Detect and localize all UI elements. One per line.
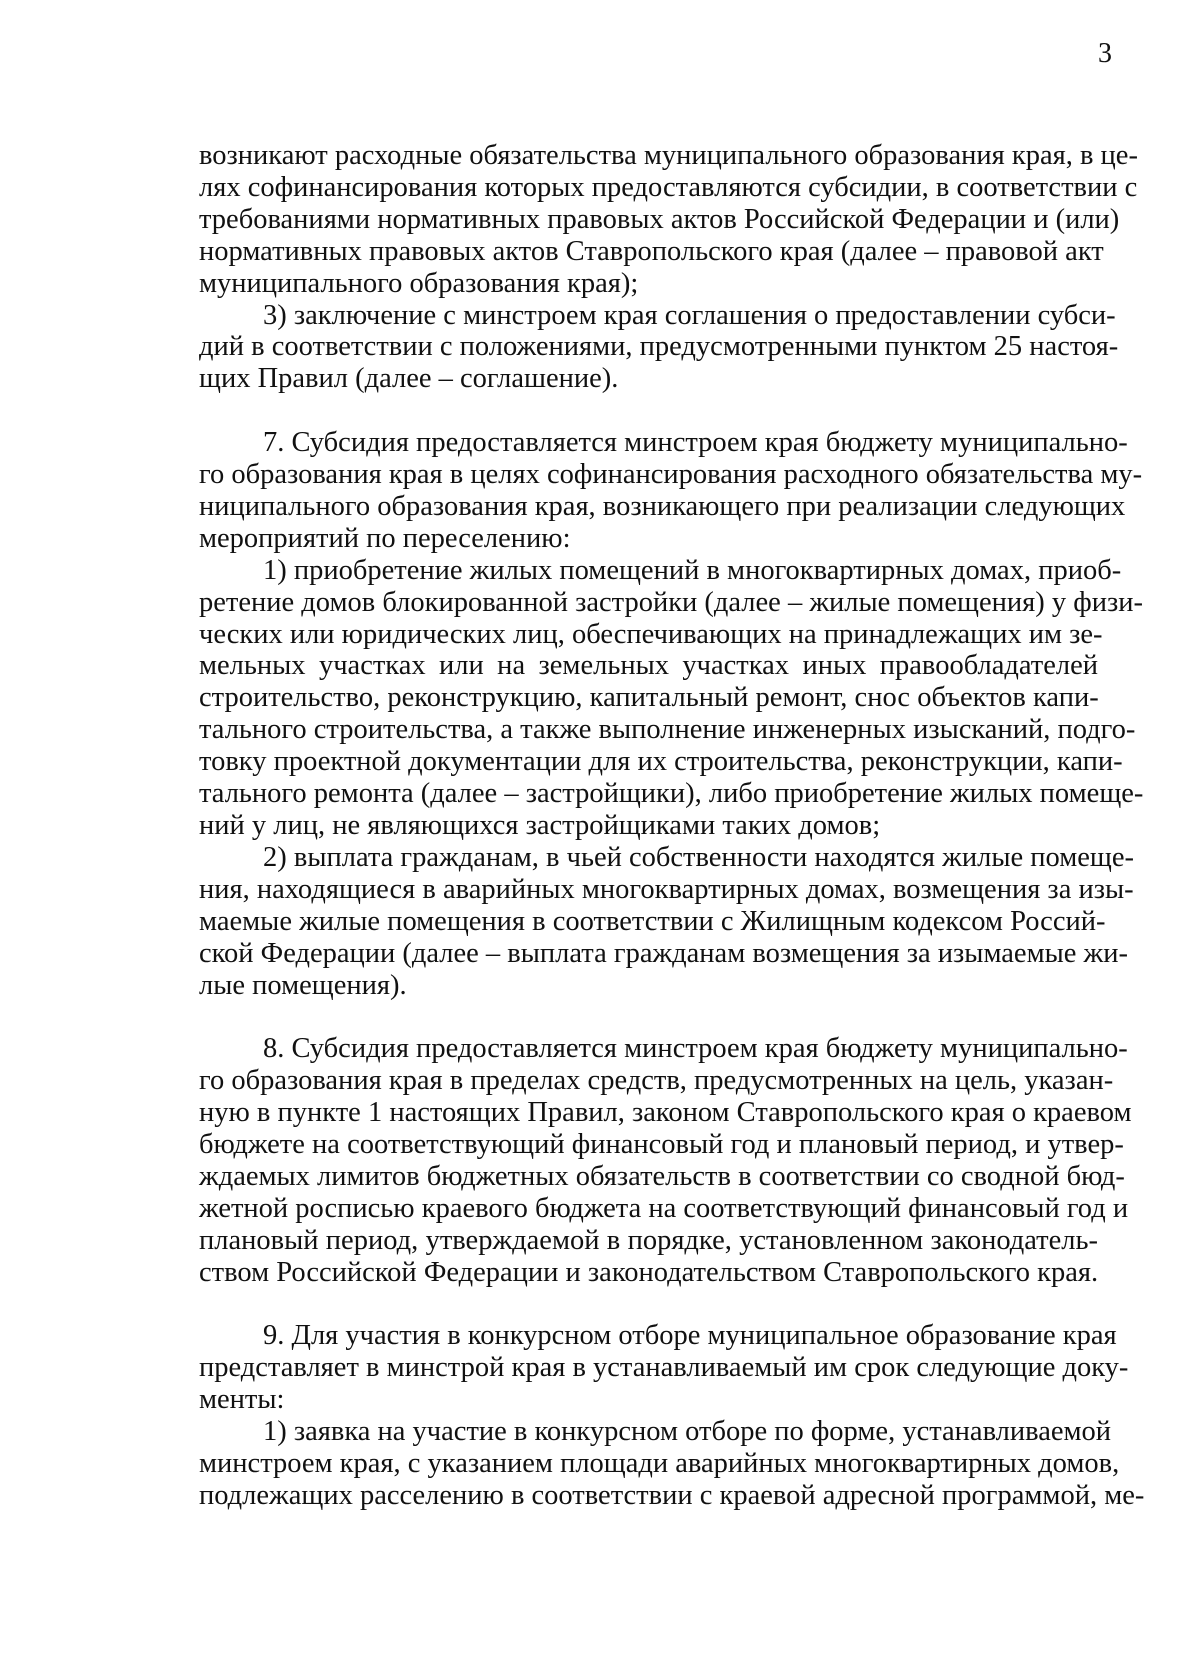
text-line: плановый период, утверждаемой в порядке, установленном законодатель-	[199, 1224, 1098, 1256]
paragraph	[199, 1416, 1145, 1512]
text-line: тального строительства, а также выполнение инженерных изысканий, подго-	[199, 714, 1136, 746]
text-line: лях софинансирования которых предоставляются субсидии, в соответствии с	[199, 171, 1138, 203]
text-line: минстроем края, с указанием площади аварийных многоквартирных домов,	[199, 1448, 1120, 1480]
text-line: мероприятий по переселению:	[199, 522, 571, 554]
text-line: ческих или юридических лиц, обеспечивающих на принадлежащих им зе-	[199, 618, 1103, 650]
text-line: возникают расходные обязательства муниципального образования края, в це-	[199, 140, 1138, 171]
text-line: 7. Субсидия предоставляется минстроем края бюджету муниципально-	[263, 427, 1128, 459]
text-line: маемые жилые помещения в соответствии с Жилищным кодексом Россий-	[199, 905, 1106, 937]
text-line: 1) приобретение жилых помещений в многоквартирных домах, приоб-	[263, 554, 1122, 586]
paragraph	[199, 554, 1144, 842]
text-line: менты:	[199, 1384, 285, 1416]
text-line: го образования края в целях софинансирования расходного обязательства му-	[199, 459, 1143, 491]
text-line: ний у лиц, не являющихся застройщиками таких домов;	[199, 810, 881, 842]
paragraph	[199, 140, 1138, 300]
paragraph	[199, 427, 1143, 555]
text-line: дий в соответствии с положениями, предусмотренными пунктом 25 настоя-	[199, 331, 1119, 363]
paragraph	[199, 841, 1134, 1002]
text-line: бюджете на соответствующий финансовый год и плановый период, и утвер-	[199, 1129, 1124, 1161]
text-line: представляет в минстрой края в устанавливаемый им срок следующие доку-	[199, 1352, 1129, 1384]
text-line: ждаемых лимитов бюджетных обязательств в соответствии со сводной бюд-	[199, 1160, 1125, 1192]
text-line: лые помещения).	[199, 969, 407, 1001]
document-body	[199, 140, 1145, 1512]
page-number: 3	[1098, 38, 1112, 69]
text-line: подлежащих расселению в соответствии с краевой адресной программой, ме-	[199, 1480, 1145, 1512]
paragraph	[199, 1320, 1129, 1416]
text-line: ретение домов блокированной застройки (далее – жилые помещения) у физи-	[199, 586, 1143, 618]
text-line: мельных участках или на земельных участках иных правообладателей	[199, 650, 1098, 682]
text-line: требованиями нормативных правовых актов Российской Федерации и (или)	[199, 203, 1120, 235]
text-line: го образования края в пределах средств, предусмотренных на цель, указан-	[199, 1065, 1114, 1097]
text-line: ния, находящиеся в аварийных многоквартирных домах, возмещения за изы-	[199, 873, 1134, 905]
text-line: муниципального образования края);	[199, 267, 639, 299]
text-line: тального ремонта (далее – застройщики), либо приобретение жилых помеще-	[199, 778, 1144, 810]
text-line: 3) заключение с минстроем края соглашения о предоставлении субси-	[263, 299, 1116, 331]
text-line: строительство, реконструкцию, капитальный ремонт, снос объектов капи-	[199, 682, 1099, 714]
text-line: жетной росписью краевого бюджета на соответствующий финансовый год и	[199, 1192, 1129, 1224]
paragraph	[199, 1033, 1132, 1288]
text-line: 1) заявка на участие в конкурсном отборе по форме, устанавливаемой	[263, 1416, 1112, 1448]
text-line: щих Правил (далее – соглашение).	[199, 363, 619, 395]
text-line: 2) выплата гражданам, в чьей собственности находятся жилые помеще-	[263, 841, 1134, 873]
text-line: ную в пункте 1 настоящих Правил, законом Ставропольского края о краевом	[199, 1097, 1132, 1129]
paragraph	[199, 299, 1119, 396]
text-line: нормативных правовых актов Ставропольского края (далее – правовой акт	[199, 235, 1104, 267]
text-line: ниципального образования края, возникающего при реализации следующих	[199, 490, 1126, 522]
text-line: 9. Для участия в конкурсном отборе муниципальное образование края	[263, 1320, 1117, 1352]
text-line: 8. Субсидия предоставляется минстроем края бюджету муниципально-	[263, 1033, 1128, 1065]
text-line: товку проектной документации для их строительства, реконструкции, капи-	[199, 746, 1123, 778]
text-line: ской Федерации (далее – выплата гражданам возмещения за изымаемые жи-	[199, 937, 1128, 969]
text-line: ством Российской Федерации и законодательством Ставропольского края.	[199, 1256, 1099, 1288]
